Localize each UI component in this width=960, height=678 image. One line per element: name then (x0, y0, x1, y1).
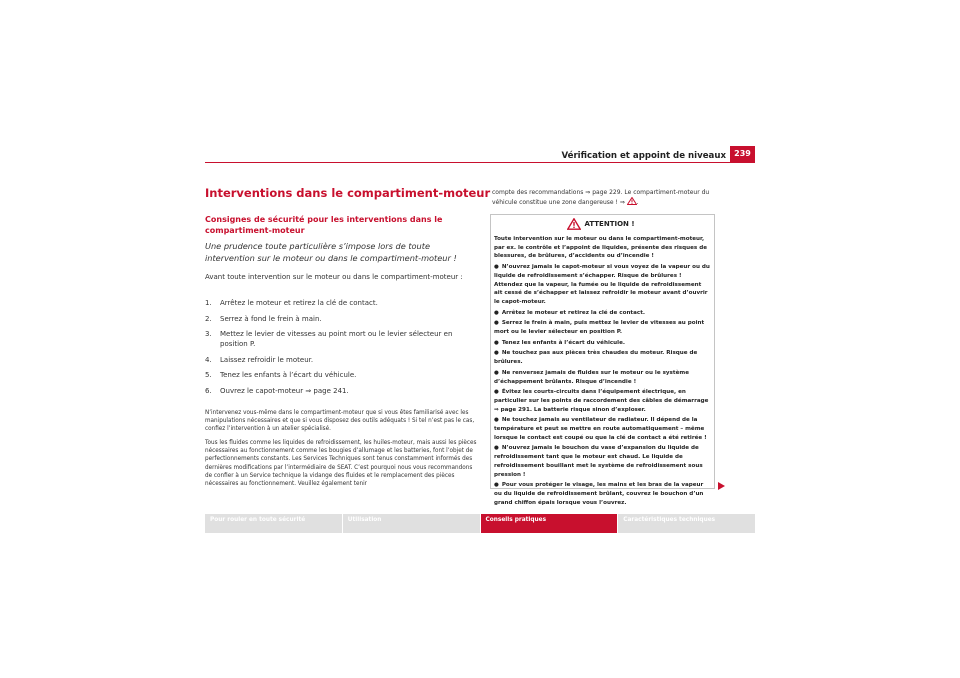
warning-icon (627, 197, 637, 205)
step-text: Tenez les enfants à l’écart du véhicule. (220, 371, 357, 379)
step-number: 5. (205, 371, 212, 379)
step-item (205, 355, 475, 365)
bullet-icon: ● (494, 369, 499, 376)
step-item (205, 298, 475, 308)
steps-list (205, 298, 475, 401)
step-text: Laissez refroidir le moteur. (220, 355, 314, 364)
bullet-icon: ● (494, 309, 499, 316)
right-intro-text: compte des recommandations ⇒ page 229. Le compartiment-moteur du véhicule constitue une zone dangereuse ! ⇒ (492, 189, 710, 207)
intro-text: Avant toute intervention sur le moteur ou dans le compartiment-moteur : (205, 273, 463, 281)
attention-item (494, 349, 711, 366)
step-number: 3. (205, 330, 212, 338)
attention-item-text: N’ouvrez jamais le bouchon du vase d’expansion du liquide de refroidissement tant que le moteur est chaud. Le liquide de refroidissement bouillant met le système de refroidissement sous pression ! (494, 445, 703, 478)
attention-item (494, 444, 711, 479)
step-text: Mettez le levier de vitesses au point mort ou le levier sélecteur en position P. (220, 330, 453, 348)
bullet-icon: ● (494, 482, 499, 489)
note-paragraph: Tous les fluides comme les liquides de refroidissement, les huiles-moteur, mais aussi les pièces nécessaires au fonctionnement comme les bougies d’allumage et les batteries, font l’objet de perfectionnements constants. Les Services Techniques sont tenus constamment informés des dernières modifications par l’intermédiaire de SEAT. C’est pourquoi nous vous recommandons de confier à un Service technique la vidange des fluides et le remplacement des pièces nécessaires au fonctionnement. Veuillez également tenir (205, 440, 477, 488)
bullet-icon: ● (494, 320, 499, 327)
bullet-icon: ● (494, 339, 499, 346)
step-text: Arrêtez le moteur et retirez la clé de contact. (220, 299, 378, 307)
attention-item (494, 481, 711, 507)
attention-item-text: Pour vous protéger le visage, les mains et les bras de la vapeur ou du liquide de refroidissement brûlant, couvrez le bouchon d’un grand chiffon épais lorsque vous l’ouvrez. (494, 482, 704, 506)
attention-label: ATTENTION ! (584, 220, 635, 228)
step-text: Ouvrez le capot-moteur ⇒ page 241. (220, 386, 349, 395)
attention-box (490, 214, 715, 506)
sub-title: Consignes de sécurité pour les interventions dans le compartiment-moteur (205, 215, 443, 235)
lead-text: Une prudence toute particulière s’impose lors de toute intervention sur le moteur ou dans le compartiment-moteur ! (205, 241, 457, 263)
attention-list (494, 263, 711, 507)
attention-item (494, 369, 711, 386)
step-number: 1. (205, 299, 212, 307)
attention-body (491, 233, 714, 511)
attention-item-text: Ne renversez jamais de fluides sur le moteur ou le système d’échappement brûlants. Risque d’incendie ! (494, 369, 689, 385)
attention-item-text: Serrez le frein à main, puis mettez le levier de vitesses au point mort ou le levier sélecteur en position P. (494, 320, 705, 336)
bullet-icon: ● (494, 389, 499, 396)
continue-arrow-icon (718, 482, 725, 490)
step-number: 4. (205, 355, 212, 364)
footer-tab-conseils[interactable]: Conseils pratiques (481, 514, 618, 533)
footer-tab-securite[interactable]: Pour rouler en toute sécurité (205, 514, 342, 533)
step-text: Serrez à fond le frein à main. (220, 314, 322, 323)
attention-lead: Toute intervention sur le moteur ou dans le compartiment-moteur, par ex. le contrôle et l’appoint de liquides, présente des risques de blessures, de brûlures, d’accidents ou d’incendie ! (494, 236, 707, 260)
attention-item-text: Ne touchez jamais au ventilateur de radiateur. Il dépend de la température et peut se mettre en route automatiquement – même lorsque le contact est coupé ou que la clé de contact a été retirée ! (494, 417, 707, 441)
right-intro: compte des recommandations ⇒ page 229. Le compartiment-moteur du véhicule constitue une zone dangereuse ! ⇒ . (492, 189, 710, 207)
step-item (205, 386, 475, 396)
attention-item (494, 388, 711, 414)
bullet-icon: ● (494, 264, 499, 271)
bullet-icon: ● (494, 350, 499, 357)
section-title: Interventions dans le compartiment-moteur (205, 186, 491, 200)
attention-item (494, 263, 711, 307)
attention-item (494, 339, 711, 348)
step-item (205, 329, 475, 349)
header-rule (205, 162, 755, 163)
attention-header (491, 215, 714, 233)
step-item (205, 370, 475, 380)
attention-item (494, 416, 711, 442)
footer-nav (205, 514, 755, 533)
footer-tab-caracteristiques[interactable]: Caractéristiques techniques (618, 514, 755, 533)
attention-item (494, 319, 711, 336)
bullet-icon: ● (494, 445, 499, 452)
step-item (205, 314, 475, 324)
attention-item-text: Évitez les courts-circuits dans l’équipement électrique, en particulier sur les points de raccordement des câbles de démarrage ⇒ page 291. La batterie risque sinon d’exploser. (494, 389, 709, 413)
bullet-icon: ● (494, 417, 499, 424)
step-number: 6. (205, 386, 212, 395)
step-number: 2. (205, 314, 212, 323)
header-title: Vérification et appoint de niveaux (561, 151, 726, 161)
attention-item (494, 309, 711, 318)
footer-tab-utilisation[interactable]: Utilisation (343, 514, 480, 533)
attention-item-text: N’ouvrez jamais le capot-moteur si vous voyez de la vapeur ou du liquide de refroidissement s’échapper. Risque de brûlures ! Attendez que la vapeur, la fumée ou le liquide de refroidissement ait cessé de s’échapper et laissez refroidir le moteur avant d’ouvrir le capot-moteur. (494, 264, 710, 305)
attention-item-text: Arrêtez le moteur et retirez la clé de contact. (501, 309, 645, 316)
note-paragraph: N’intervenez vous-même dans le compartiment-moteur que si vous êtes familiarisé avec les manipulations nécessaires et que si vous disposez des outils adéquats ! Si tel n’est pas le cas, confiez l’intervention à un atelier spécialisé. (205, 410, 475, 433)
attention-item-text: Tenez les enfants à l’écart du véhicule. (501, 339, 625, 346)
page-number: 239 (730, 146, 755, 162)
attention-item-text: Ne touchez pas aux pièces très chaudes du moteur. Risque de brûlures. (494, 350, 698, 366)
